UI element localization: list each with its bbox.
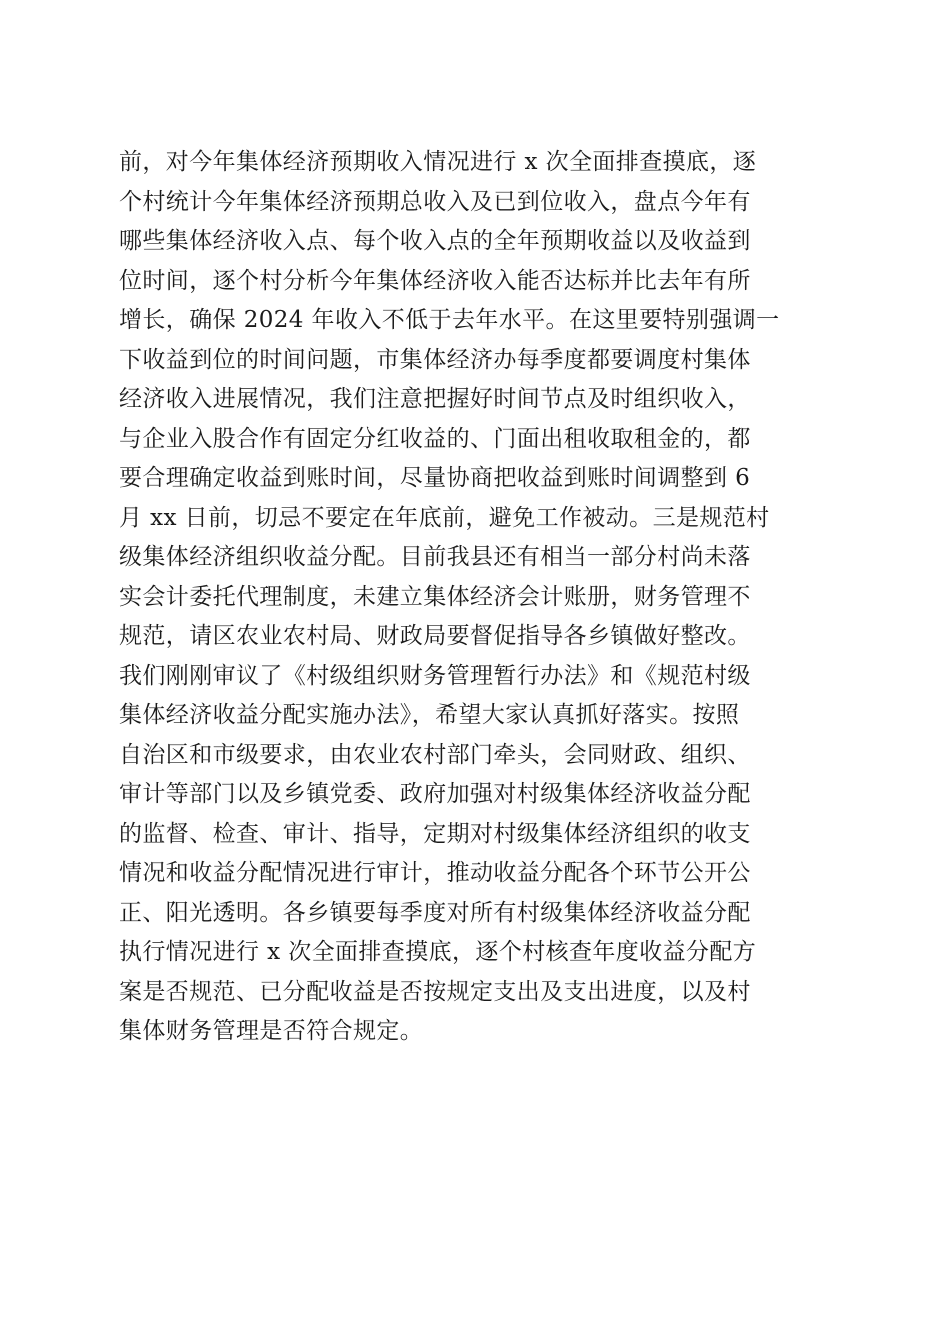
body-paragraph — [119, 143, 829, 1052]
text-line: 情况和收益分配情况进行审计，推动收益分配各个环节公开公 — [119, 860, 751, 886]
text-line: 实会计委托代理制度，未建立集体经济会计账册，财务管理不 — [119, 583, 751, 610]
text-line: 的监督、检查、审计、指导，定期对村级集体经济组织的收支 — [119, 820, 751, 847]
text-line: 个村统计今年集体经济预期总收入及已到位收入，盘点今年有 — [119, 188, 751, 215]
text-line: 我们刚刚审议了《村级组织财务管理暂行办法》和《规范村级 — [119, 662, 751, 689]
text-line: 规范，请区农业农村局、财政局要督促指导各乡镇做好整改。 — [119, 623, 751, 649]
text-line: 哪些集体经济收入点、每个收入点的全年预期收益以及收益到 — [119, 228, 751, 254]
text-line: 前，对今年集体经济预期收入情况进行 x 次全面排查摸底，逐 — [119, 149, 757, 175]
text-line: 级集体经济组织收益分配。目前我县还有相当一部分村尚未落 — [119, 544, 751, 570]
text-line: 正、阳光透明。各乡镇要每季度对所有村级集体经济收益分配 — [119, 899, 751, 926]
text-line: 月 xx 日前，切忌不要定在年底前，避免工作被动。三是规范村 — [119, 504, 770, 531]
text-line: 集体财务管理是否符合规定。 — [119, 1018, 424, 1044]
text-line: 案是否规范、已分配收益是否按规定支出及支出进度，以及村 — [119, 978, 751, 1005]
text-line: 与企业入股合作有固定分红收益的、门面出租收取租金的，都 — [119, 425, 751, 452]
text-line: 执行情况进行 x 次全面排查摸底，逐个村核查年度收益分配方 — [119, 939, 757, 965]
text-line: 下收益到位的时间问题，市集体经济办每季度都要调度村集体 — [119, 346, 751, 373]
text-line: 自治区和市级要求，由农业农村部门牵头，会同财政、组织、 — [119, 741, 751, 768]
text-line: 集体经济收益分配实施办法》，希望大家认真抓好落实。按照 — [119, 702, 740, 728]
text-line: 增长，确保 2024 年收入不低于去年水平。在这里要特别强调一 — [119, 307, 780, 333]
text-line: 位时间，逐个村分析今年集体经济收入能否达标并比去年有所 — [119, 267, 751, 294]
text-line: 经济收入进展情况，我们注意把握好时间节点及时组织收入， — [119, 386, 751, 412]
text-line: 要合理确定收益到账时间，尽量协商把收益到账时间调整到 6 — [119, 465, 751, 491]
text-line: 审计等部门以及乡镇党委、政府加强对村级集体经济收益分配 — [119, 781, 751, 807]
